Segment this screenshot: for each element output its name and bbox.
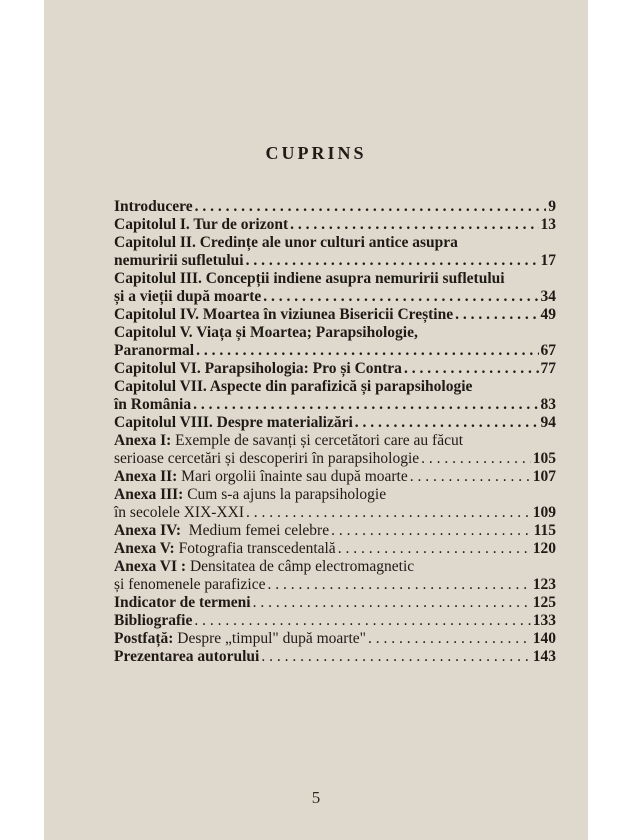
toc-page-number: 94: [540, 414, 556, 431]
toc-line: [114, 342, 556, 360]
toc-entry: [114, 324, 556, 360]
toc-page-number: 140: [532, 630, 556, 647]
dot-leader: [193, 396, 538, 414]
toc-line: [114, 486, 556, 504]
toc-line: [114, 594, 556, 612]
toc-line: [114, 378, 556, 396]
toc-line: [114, 216, 556, 234]
toc-line: [114, 234, 556, 252]
toc-entry-label: Anexa I:: [114, 432, 172, 449]
toc-line: [114, 198, 556, 216]
toc-entry-label: Anexa IV:: [114, 522, 182, 539]
toc-page-number: 120: [532, 540, 556, 557]
toc-entry-text-continued: și fenomenele parafizice: [114, 576, 266, 593]
toc-entry-text: Capitolul III. Concepții indiene asupra nemuririi sufletului: [114, 270, 505, 287]
dot-leader: [331, 522, 532, 540]
toc-entry: [114, 306, 556, 324]
toc-page-number: 123: [532, 576, 556, 593]
toc-entry-text: Introducere: [114, 198, 193, 215]
toc-entry-text: Capitolul IV. Moartea în viziunea Bisericii Creștine: [114, 306, 454, 323]
table-of-contents: [114, 198, 556, 666]
toc-line: [114, 468, 556, 486]
dot-leader: [404, 360, 539, 378]
toc-entry-text-continued: în România: [114, 396, 192, 413]
toc-page-number: 109: [532, 504, 556, 521]
toc-entry: [114, 612, 556, 630]
toc-entry-text: Mari orgolii înainte sau după moarte: [177, 468, 408, 485]
toc-line: [114, 576, 556, 594]
toc-entry-text-continued: nemuririi sufletului: [114, 252, 244, 269]
toc-entry-text: Medium femei celebre: [181, 522, 330, 539]
toc-line: [114, 630, 556, 648]
toc-line: [114, 288, 556, 306]
toc-entry: [114, 414, 556, 432]
toc-entry-text: Despre „timpul" după moarte": [173, 630, 366, 647]
dot-leader: [246, 504, 531, 522]
dot-leader: [194, 612, 530, 630]
dot-leader: [267, 576, 530, 594]
page-number: 5: [311, 788, 321, 807]
toc-entry-label: Bibliografie: [114, 612, 193, 629]
toc-entry: [114, 234, 556, 270]
dot-leader: [246, 252, 539, 270]
dot-leader: [421, 450, 531, 468]
toc-page-number: 34: [540, 288, 556, 305]
toc-page-number: 49: [540, 306, 556, 323]
toc-entry: [114, 216, 556, 234]
toc-entry-text-continued: și a vieții după moarte: [114, 288, 262, 305]
dot-leader: [195, 198, 547, 216]
toc-page-number: 17: [540, 252, 556, 269]
toc-page-number: 67: [540, 342, 556, 359]
toc-entry: [114, 270, 556, 306]
toc-entry-text-continued: în secolele XIX-XXI: [114, 504, 244, 521]
toc-page-number: 83: [540, 396, 556, 413]
toc-entry: [114, 540, 556, 558]
toc-entry: [114, 360, 556, 378]
toc-line: [114, 540, 556, 558]
book-page: [44, 0, 588, 840]
toc-entry-text: Capitolul VIII. Despre materializări: [114, 414, 353, 431]
toc-line: [114, 252, 556, 270]
dot-leader: [338, 540, 531, 558]
toc-entry: [114, 432, 556, 468]
toc-entry: [114, 486, 556, 522]
toc-entry-text: Exemple de savanți și cercetători care au făcut: [171, 432, 464, 449]
toc-line: [114, 414, 556, 432]
toc-entry: [114, 558, 556, 594]
toc-line: [114, 522, 556, 540]
toc-entry-text: Densitatea de câmp electromagnetic: [186, 558, 415, 575]
toc-page-number: 125: [532, 594, 556, 611]
toc-page-number: 115: [533, 522, 556, 539]
toc-page-number: 9: [548, 198, 556, 215]
toc-entry-label: Anexa II:: [114, 468, 178, 485]
toc-line: [114, 324, 556, 342]
dot-leader: [410, 468, 531, 486]
toc-entry-text: Capitolul VI. Parapsihologia: Pro și Contra: [114, 360, 402, 377]
toc-page-number: 77: [540, 360, 556, 377]
toc-entry-label: Indicator de termeni: [114, 594, 251, 611]
dot-leader: [196, 342, 538, 360]
toc-entry-text: Cum s-a ajuns la parapsihologie: [183, 486, 387, 503]
toc-line: [114, 432, 556, 450]
toc-page-number: 143: [532, 648, 556, 665]
toc-entry: [114, 630, 556, 648]
toc-page-number: 133: [532, 612, 556, 629]
toc-page-number: 105: [532, 450, 556, 467]
toc-page-number: 13: [540, 216, 556, 233]
toc-line: [114, 504, 556, 522]
toc-entry: [114, 198, 556, 216]
toc-entry-text: Capitolul V. Viața și Moartea; Parapsihologie,: [114, 324, 418, 341]
toc-entry-label: Postfață:: [114, 630, 174, 647]
dot-leader: [455, 306, 538, 324]
page-title: CUPRINS: [265, 143, 367, 163]
toc-entry-text-continued: serioase cercetări și descoperiri în parapsihologie: [114, 450, 420, 467]
toc-line: [114, 558, 556, 576]
dot-leader: [263, 288, 538, 306]
toc-line: [114, 450, 556, 468]
toc-page-number: 107: [532, 468, 556, 485]
toc-entry-label: Anexa V:: [114, 540, 175, 557]
toc-line: [114, 306, 556, 324]
toc-entry: [114, 648, 556, 666]
toc-entry-text: Capitolul II. Credințe ale unor culturi antice asupra: [114, 234, 458, 251]
toc-entry-text: Capitolul I. Tur de orizont: [114, 216, 289, 233]
dot-leader: [261, 648, 530, 666]
toc-entry: [114, 468, 556, 486]
toc-entry-label: Prezentarea autorului: [114, 648, 260, 665]
toc-entry: [114, 522, 556, 540]
toc-entry-label: Anexa VI :: [114, 558, 187, 575]
dot-leader: [355, 414, 539, 432]
toc-line: [114, 270, 556, 288]
toc-entry-text-continued: Paranormal: [114, 342, 195, 359]
dot-leader: [368, 630, 531, 648]
toc-line: [114, 612, 556, 630]
toc-line: [114, 396, 556, 414]
toc-entry: [114, 594, 556, 612]
toc-entry: [114, 378, 556, 414]
toc-entry-text: Fotografia transcedentală: [174, 540, 336, 557]
toc-line: [114, 648, 556, 666]
dot-leader: [253, 594, 531, 612]
toc-line: [114, 360, 556, 378]
toc-entry-label: Anexa III:: [114, 486, 184, 503]
toc-entry-text: Capitolul VII. Aspecte din parafizică și parapsihologie: [114, 378, 473, 395]
dot-leader: [290, 216, 538, 234]
